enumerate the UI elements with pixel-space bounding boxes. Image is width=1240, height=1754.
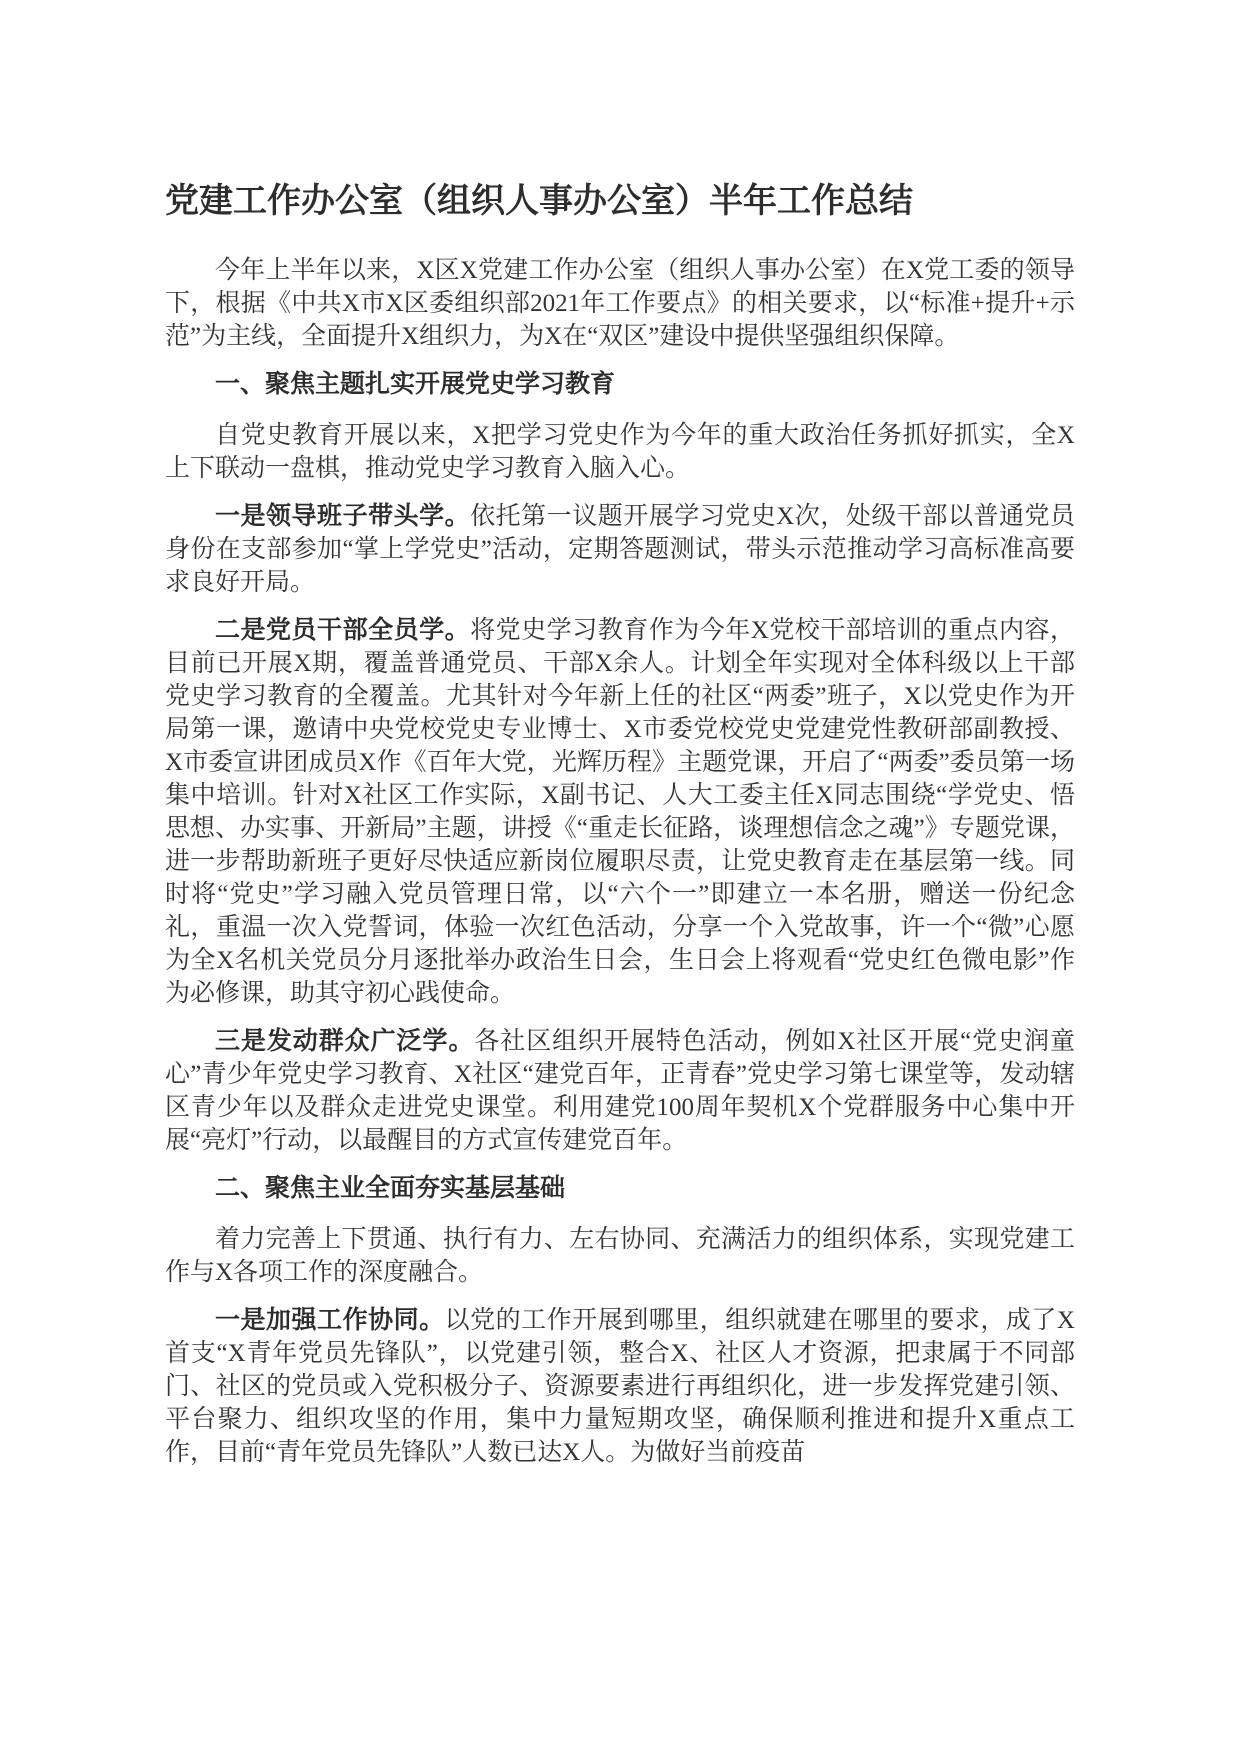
paragraph-point-4-lead: 一是加强工作协同。 bbox=[215, 1307, 445, 1334]
paragraph-intro: 今年上半年以来，X区X党建工作办公室（组织人事办公室）在X党工委的领导下，根据《中共X市X区委组织部2021年工作要点》的相关要求，以“标准+提升+示范”为主线，全面提升X组织力，为X在“双区”建设中提供坚强组织保障。 bbox=[165, 257, 1075, 350]
paragraph-point-4-text: 以党的工作开展到哪里，组织就建在哪里的要求，成了X首支“X青年党员先锋队”，以党建引领，整合X、社区人才资源，把隶属于不同部门、社区的党员或入党积极分子、资源要素进行再组织化，进一步发挥党建引领、平台聚力、组织攻坚的作用，集中力量短期攻坚，确保顺利推进和提升X重点工作，目前“青年党员先锋队”人数已达X人。为做好当前疫苗 bbox=[165, 1307, 1075, 1466]
section-heading-2: 二、聚焦主业全面夯实基层基础 bbox=[215, 1175, 566, 1202]
paragraph-point-1-lead: 一是领导班子带头学。 bbox=[215, 503, 471, 530]
paragraph-point-2-text: 将党史学习教育作为今年X党校干部培训的重点内容，目前已开展X期，覆盖普通党员、干部X余人。计划全年实现对全体科级以上干部党史学习教育的全覆盖。尤其针对今年新上任的社区“两委”班子，X以党史作为开局第一课，邀请中央党校党史专业博士、X市委党校党史党建党性教研部副教授、X市委宣讲团成员X作《百年大党，光辉历程》主题党课，开启了“两委”委员第一场集中培训。针对X社区工作实际，X副书记、人大工委主任X同志围绕“学党史、悟思想、办实事、开新局”主题，讲授《“重走长征路，谈理想信念之魂”》专题党课，进一步帮助新班子更好尽快适应新岗位履职尽责，让党史教育走在基层第一线。同时将“党史”学习融入党员管理日常，以“六个一”即建立一本名册，赠送一份纪念礼，重温一次入党誓词，体验一次红色活动，分享一个入党故事，许一个“微”心愿为全X名机关党员分月逐批举办政治生日会，生日会上将观看“党史红色微电影”作为必修课，助其守初心践使命。 bbox=[165, 617, 1075, 1007]
section-heading-1: 一、聚焦主题扎实开展党史学习教育 bbox=[215, 371, 616, 398]
paragraph-point-1-text: 依托第一议题开展学习党史X次，处级干部以普通党员身份在支部参加“掌上学党史”活动，定期答题测试，带头示范推动学习高标准高要求良好开局。 bbox=[165, 503, 1075, 596]
paragraph-point-3-text: 各社区组织开展特色活动，例如X社区开展“党史润童心”青少年党史学习教育、X社区“建党百年，正青春”党史学习第七课堂等，发动辖区青少年以及群众走进党史课堂。利用建党100周年契机X个党群服务中心集中开展“亮灯”行动，以最醒目的方式宣传建党百年。 bbox=[165, 1028, 1075, 1154]
paragraph-point-3 bbox=[165, 1025, 1075, 1157]
paragraph-section1-intro: 自党史教育开展以来，X把学习党史作为今年的重大政治任务抓好抓实，全X上下联动一盘棋，推动党史学习教育入脑入心。 bbox=[165, 422, 1075, 482]
paragraph-point-1 bbox=[165, 500, 1075, 599]
paragraph-point-2-lead: 二是党员干部全员学。 bbox=[215, 617, 471, 644]
paragraph-point-2 bbox=[165, 614, 1075, 1010]
paragraph-point-4 bbox=[165, 1304, 1075, 1469]
paragraph-point-3-lead: 三是发动群众广泛学。 bbox=[215, 1028, 475, 1055]
document-title: 党建工作办公室（组织人事办公室）半年工作总结 bbox=[165, 182, 913, 220]
paragraph-section2-intro: 着力完善上下贯通、执行有力、左右协同、充满活力的组织体系，实现党建工作与X各项工作的深度融合。 bbox=[165, 1226, 1075, 1286]
